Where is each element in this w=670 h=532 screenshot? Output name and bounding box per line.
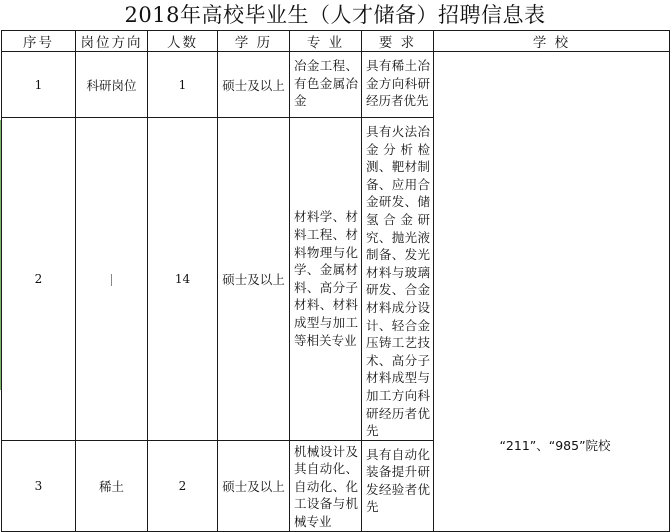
- cell-requirement: 具有自动化装备提升研发经验者优先: [362, 440, 434, 531]
- cell-degree: 硕士及以上: [218, 52, 290, 118]
- header-degree: 学 历: [218, 31, 290, 52]
- header-requirement: 要 求: [362, 31, 434, 52]
- table-header-row: [2, 31, 670, 52]
- cell-major: 机械设计及其自动化、自动化、化工设备与机械专业: [290, 440, 362, 531]
- cell-seq: 3: [2, 440, 76, 531]
- cell-position: [76, 118, 148, 441]
- school-requirement: “211”、“985”院校: [499, 438, 611, 453]
- header-count: 人数: [148, 31, 218, 52]
- cell-school: [434, 52, 670, 532]
- cell-seq: 1: [2, 52, 76, 118]
- table-row: [2, 52, 670, 118]
- header-seq: 序号: [2, 31, 76, 52]
- cell-marker: [111, 274, 112, 286]
- header-position: 岗位方向: [76, 31, 148, 52]
- cell-degree: 硕士及以上: [218, 440, 290, 531]
- cell-count: 1: [148, 52, 218, 118]
- cell-count: 2: [148, 440, 218, 531]
- cell-position: 稀土: [76, 440, 148, 531]
- cell-requirement: 具有火法冶金分析检测、靶材制备、应用合金研发、储氢合金研究、抛光液制备、发光材料与玻璃研发、合金材料成分设计、轻合金压铸工艺技术、高分子材料成型与加工方向科研经历者优先: [362, 118, 434, 441]
- page-title: 2018年高校毕业生（人才储备）招聘信息表: [124, 3, 546, 27]
- recruitment-table: [1, 30, 670, 532]
- header-school: 学 校: [434, 31, 670, 52]
- header-major: 专 业: [290, 31, 362, 52]
- cell-degree: 硕士及以上: [218, 118, 290, 441]
- cell-position: 科研岗位: [76, 52, 148, 118]
- cell-major: 冶金工程、有色金属冶金: [290, 52, 362, 118]
- cell-seq: 2: [2, 118, 76, 441]
- cell-requirement: 具有稀土冶金方向科研经历者优先: [362, 52, 434, 118]
- cell-major: 材料学、材料工程、材料物理与化学、金属材料、高分子材料、材料成型与加工等相关专业: [290, 118, 362, 441]
- cell-count: 14: [148, 118, 218, 441]
